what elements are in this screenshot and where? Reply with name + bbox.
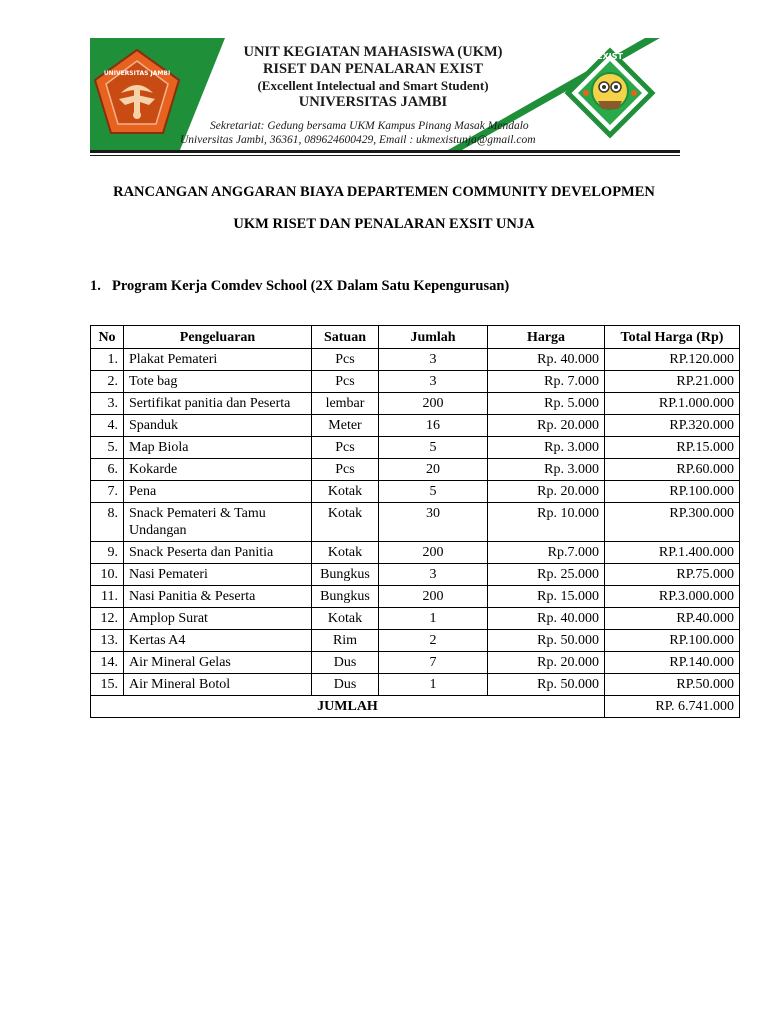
row-unit: Kotak [312,608,379,630]
row-qty: 30 [379,503,488,542]
row-total: RP.21.000 [605,371,740,393]
table-row [91,415,740,437]
row-unit: Dus [312,652,379,674]
row-total: RP.120.000 [605,349,740,371]
row-total: RP.50.000 [605,674,740,696]
row-no: 5. [91,437,124,459]
row-no: 10. [91,564,124,586]
table-row [91,393,740,415]
row-item: Map Biola [124,437,312,459]
letterhead [90,38,680,150]
row-qty: 7 [379,652,488,674]
table-row [91,586,740,608]
exist-logo-icon [564,47,656,147]
document-title: RANCANGAN ANGGARAN BIAYA DEPARTEMEN COMMUNITY DEVELOPMEN [113,184,655,200]
row-unit: Bungkus [312,564,379,586]
row-price: Rp. 50.000 [488,674,605,696]
row-item: Kertas A4 [124,630,312,652]
row-qty: 2 [379,630,488,652]
row-total: RP.140.000 [605,652,740,674]
row-qty: 200 [379,586,488,608]
header-unit: Satuan [312,326,379,349]
table-row [91,564,740,586]
row-price: Rp. 7.000 [488,371,605,393]
university-name: UNIVERSITAS JAMBI [298,94,448,110]
row-qty: 3 [379,564,488,586]
row-qty: 20 [379,459,488,481]
row-qty: 3 [379,371,488,393]
table-row [91,349,740,371]
logo-right-text: EXIST [597,52,623,61]
row-item: Plakat Pemateri [124,349,312,371]
row-unit: Kotak [312,542,379,564]
row-no: 13. [91,630,124,652]
row-total: RP.320.000 [605,415,740,437]
row-no: 11. [91,586,124,608]
row-no: 8. [91,503,124,542]
row-total: RP.75.000 [605,564,740,586]
row-total: RP.60.000 [605,459,740,481]
row-item: Air Mineral Botol [124,674,312,696]
header-price: Harga [488,326,605,349]
row-price: Rp. 3.000 [488,459,605,481]
section-text: Program Kerja Comdev School (2X Dalam Satu Kepengurusan) [112,278,510,294]
row-no: 4. [91,415,124,437]
row-no: 1. [91,349,124,371]
section-number: 1. [90,278,101,294]
letterhead-divider [90,150,680,153]
row-qty: 1 [379,674,488,696]
row-no: 6. [91,459,124,481]
row-total: RP.100.000 [605,630,740,652]
header-no: No [91,326,124,349]
universitas-jambi-logo-icon [91,47,183,139]
row-no: 3. [91,393,124,415]
row-price: Rp. 20.000 [488,415,605,437]
row-total: RP.3.000.000 [605,586,740,608]
row-total: RP.40.000 [605,608,740,630]
row-no: 14. [91,652,124,674]
row-item: Snack Peserta dan Panitia [124,542,312,564]
row-item: Nasi Panitia & Peserta [124,586,312,608]
row-item: Amplop Surat [124,608,312,630]
total-value: RP. 6.741.000 [605,696,740,718]
logo-left-text: UNIVERSITAS JAMBI [103,70,171,77]
row-no: 7. [91,481,124,503]
row-unit: Meter [312,415,379,437]
row-total: RP.1.400.000 [605,542,740,564]
header-total: Total Harga (Rp) [605,326,740,349]
address-line-2: Universitas Jambi, 36361, 089624600429, Email : ukmexistunja@gmail.com [180,134,536,146]
row-item: Sertifikat panitia dan Peserta [124,393,312,415]
table-row [91,371,740,393]
table-header-row [91,326,740,349]
row-item: Air Mineral Gelas [124,652,312,674]
document-subtitle: UKM RISET DAN PENALARAN EXSIT UNJA [233,216,535,232]
row-item: Kokarde [124,459,312,481]
header-qty: Jumlah [379,326,488,349]
address-line-1: Sekretariat: Gedung bersama UKM Kampus Pinang Masak Mendalo [210,120,529,132]
budget-table [90,325,740,718]
row-unit: Pcs [312,459,379,481]
table-row [91,652,740,674]
org-tagline: (Excellent Intelectual and Smart Student) [257,78,489,93]
row-price: Rp. 3.000 [488,437,605,459]
table-row [91,542,740,564]
row-item: Nasi Pemateri [124,564,312,586]
header-item: Pengeluaran [124,326,312,349]
row-price: Rp. 50.000 [488,630,605,652]
row-price: Rp. 40.000 [488,608,605,630]
table-row [91,459,740,481]
row-item: Tote bag [124,371,312,393]
row-total: RP.100.000 [605,481,740,503]
org-subname: RISET DAN PENALARAN EXIST [262,61,484,77]
row-unit: Pcs [312,349,379,371]
row-qty: 1 [379,608,488,630]
row-no: 9. [91,542,124,564]
row-price: Rp. 20.000 [488,652,605,674]
row-unit: Rim [312,630,379,652]
row-price: Rp. 25.000 [488,564,605,586]
row-price: Rp.7.000 [488,542,605,564]
row-item: Pena [124,481,312,503]
row-item: Snack Pemateri & Tamu Undangan [124,503,312,542]
row-price: Rp. 15.000 [488,586,605,608]
row-unit: Dus [312,674,379,696]
row-unit: Pcs [312,437,379,459]
row-price: Rp. 10.000 [488,503,605,542]
table-row [91,503,740,542]
row-item: Spanduk [124,415,312,437]
table-row [91,674,740,696]
table-row [91,630,740,652]
table-row [91,608,740,630]
row-qty: 200 [379,393,488,415]
row-qty: 3 [379,349,488,371]
letterhead-divider-thin [90,155,680,156]
row-total: RP.15.000 [605,437,740,459]
row-qty: 5 [379,481,488,503]
row-no: 15. [91,674,124,696]
row-price: Rp. 20.000 [488,481,605,503]
row-unit: Kotak [312,481,379,503]
row-no: 2. [91,371,124,393]
letterhead-title [178,44,568,111]
row-qty: 200 [379,542,488,564]
table-row [91,481,740,503]
org-name: UNIT KEGIATAN MAHASISWA (UKM) [243,44,503,60]
row-price: Rp. 40.000 [488,349,605,371]
row-price: Rp. 5.000 [488,393,605,415]
row-total: RP.1.000.000 [605,393,740,415]
row-qty: 16 [379,415,488,437]
row-unit: Kotak [312,503,379,542]
row-qty: 5 [379,437,488,459]
total-row [91,696,740,718]
section-heading [90,278,509,295]
table-row [91,437,740,459]
row-no: 12. [91,608,124,630]
total-label: JUMLAH [91,696,605,718]
row-total: RP.300.000 [605,503,740,542]
row-unit: lembar [312,393,379,415]
row-unit: Bungkus [312,586,379,608]
row-unit: Pcs [312,371,379,393]
